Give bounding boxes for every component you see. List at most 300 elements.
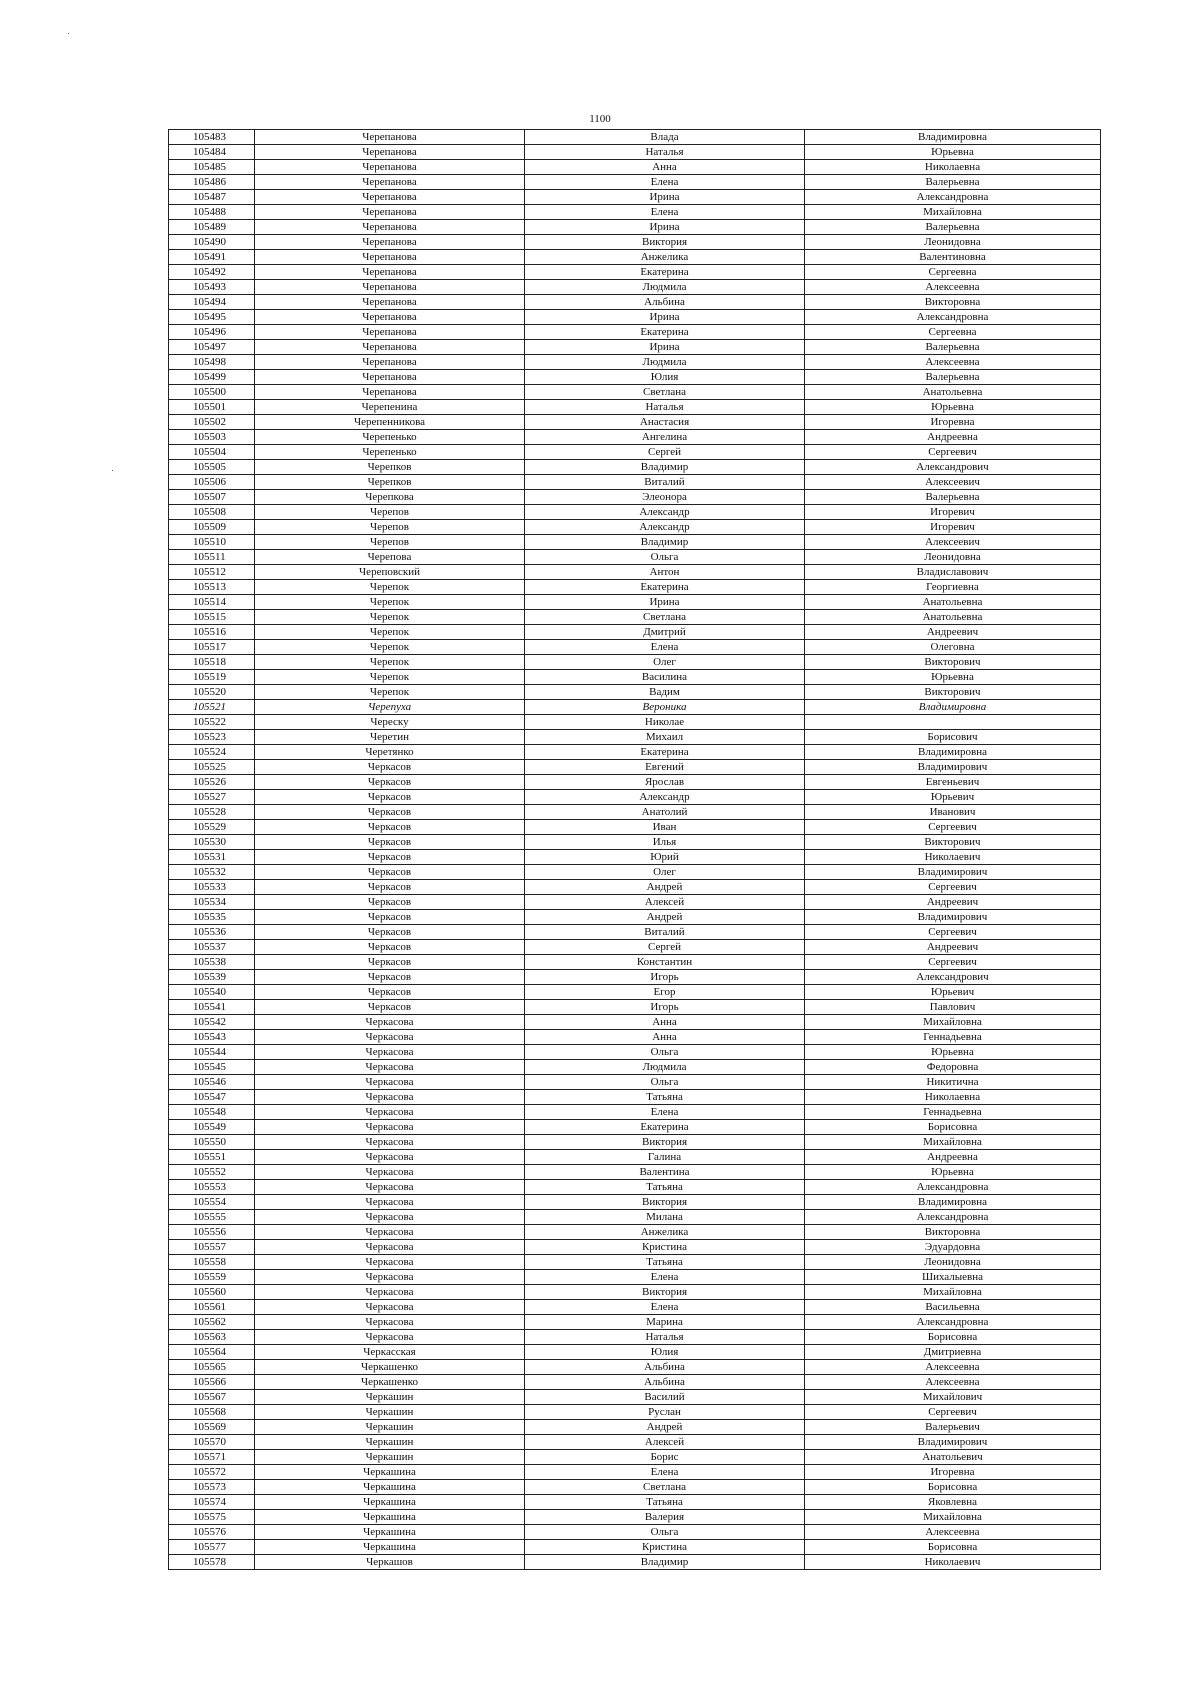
table-row — [169, 1135, 1101, 1150]
first-name-cell: Кристина — [525, 1540, 805, 1555]
first-name-cell: Людмила — [525, 280, 805, 295]
table-row — [169, 145, 1101, 160]
surname-cell: Черепанова — [255, 130, 525, 145]
patronymic-cell: Валерьевна — [805, 490, 1101, 505]
patronymic-cell: Игоревна — [805, 415, 1101, 430]
record-id-cell: 105497 — [169, 340, 255, 355]
first-name-cell: Игорь — [525, 970, 805, 985]
patronymic-cell: Анатольевна — [805, 595, 1101, 610]
table-row — [169, 700, 1101, 715]
record-id-cell: 105508 — [169, 505, 255, 520]
first-name-cell: Екатерина — [525, 265, 805, 280]
first-name-cell: Вероника — [525, 700, 805, 715]
record-id-cell: 105513 — [169, 580, 255, 595]
surname-cell: Черепанова — [255, 325, 525, 340]
patronymic-cell: Георгиевна — [805, 580, 1101, 595]
surname-cell: Черкасов — [255, 925, 525, 940]
first-name-cell: Анжелика — [525, 250, 805, 265]
patronymic-cell: Борисовна — [805, 1120, 1101, 1135]
table-row — [169, 535, 1101, 550]
first-name-cell: Сергей — [525, 940, 805, 955]
table-row — [169, 490, 1101, 505]
first-name-cell: Вадим — [525, 685, 805, 700]
table-row — [169, 1495, 1101, 1510]
surname-cell: Черепов — [255, 505, 525, 520]
surname-cell: Черепок — [255, 670, 525, 685]
table-row — [169, 280, 1101, 295]
table-row — [169, 1555, 1101, 1570]
table-row — [169, 1480, 1101, 1495]
record-id-cell: 105543 — [169, 1030, 255, 1045]
patronymic-cell: Юрьевна — [805, 1165, 1101, 1180]
patronymic-cell: Викторовна — [805, 1225, 1101, 1240]
surname-cell: Черкасов — [255, 940, 525, 955]
table-row — [169, 1195, 1101, 1210]
table-row — [169, 550, 1101, 565]
first-name-cell: Елена — [525, 205, 805, 220]
record-id-cell: 105536 — [169, 925, 255, 940]
surname-cell: Черкашин — [255, 1390, 525, 1405]
patronymic-cell: Леонидовна — [805, 550, 1101, 565]
patronymic-cell: Михайловна — [805, 1135, 1101, 1150]
first-name-cell: Владимир — [525, 1555, 805, 1570]
patronymic-cell: Сергеевич — [805, 880, 1101, 895]
patronymic-cell: Игоревич — [805, 520, 1101, 535]
table-row — [169, 1255, 1101, 1270]
record-id-cell: 105532 — [169, 865, 255, 880]
first-name-cell: Елена — [525, 1465, 805, 1480]
patronymic-cell: Юрьевна — [805, 1045, 1101, 1060]
table-row — [169, 1000, 1101, 1015]
patronymic-cell: Михайловна — [805, 1510, 1101, 1525]
first-name-cell: Андрей — [525, 880, 805, 895]
surname-cell: Черкашенко — [255, 1375, 525, 1390]
record-id-cell: 105544 — [169, 1045, 255, 1060]
patronymic-cell: Андреевич — [805, 625, 1101, 640]
table-row — [169, 340, 1101, 355]
first-name-cell: Юрий — [525, 850, 805, 865]
scan-speck — [112, 470, 113, 471]
first-name-cell: Ирина — [525, 340, 805, 355]
surname-cell: Черкашин — [255, 1435, 525, 1450]
first-name-cell: Владимир — [525, 535, 805, 550]
patronymic-cell: Валерьевна — [805, 220, 1101, 235]
first-name-cell: Анна — [525, 160, 805, 175]
patronymic-cell: Александровна — [805, 1315, 1101, 1330]
table-row — [169, 820, 1101, 835]
table-row — [169, 1360, 1101, 1375]
patronymic-cell: Александрович — [805, 460, 1101, 475]
record-id-cell: 105528 — [169, 805, 255, 820]
table-row — [169, 1540, 1101, 1555]
patronymic-cell: Игоревна — [805, 1465, 1101, 1480]
surname-cell: Черепенина — [255, 400, 525, 415]
record-id-cell: 105492 — [169, 265, 255, 280]
first-name-cell: Руслан — [525, 1405, 805, 1420]
record-id-cell: 105568 — [169, 1405, 255, 1420]
surname-cell: Черепанова — [255, 235, 525, 250]
table-row — [169, 1150, 1101, 1165]
record-id-cell: 105511 — [169, 550, 255, 565]
patronymic-cell: Николаевна — [805, 160, 1101, 175]
table-row — [169, 310, 1101, 325]
surname-cell: Черкашина — [255, 1495, 525, 1510]
surname-cell: Черкасов — [255, 805, 525, 820]
surname-cell: Черкасова — [255, 1210, 525, 1225]
surname-cell: Черкашина — [255, 1465, 525, 1480]
first-name-cell: Галина — [525, 1150, 805, 1165]
record-id-cell: 105565 — [169, 1360, 255, 1375]
table-row — [169, 1300, 1101, 1315]
first-name-cell: Людмила — [525, 1060, 805, 1075]
first-name-cell: Андрей — [525, 910, 805, 925]
registry-table — [168, 129, 1101, 1570]
record-id-cell: 105572 — [169, 1465, 255, 1480]
table-row — [169, 640, 1101, 655]
patronymic-cell: Викторович — [805, 835, 1101, 850]
record-id-cell: 105551 — [169, 1150, 255, 1165]
record-id-cell: 105538 — [169, 955, 255, 970]
patronymic-cell: Юрьевна — [805, 145, 1101, 160]
surname-cell: Черкасова — [255, 1255, 525, 1270]
patronymic-cell: Валентиновна — [805, 250, 1101, 265]
record-id-cell: 105491 — [169, 250, 255, 265]
surname-cell: Черкасова — [255, 1225, 525, 1240]
patronymic-cell: Николаевна — [805, 1090, 1101, 1105]
patronymic-cell: Владимировна — [805, 745, 1101, 760]
first-name-cell: Антон — [525, 565, 805, 580]
record-id-cell: 105550 — [169, 1135, 255, 1150]
first-name-cell: Екатерина — [525, 580, 805, 595]
surname-cell: Черкашина — [255, 1510, 525, 1525]
patronymic-cell: Анатольевна — [805, 385, 1101, 400]
table-row — [169, 295, 1101, 310]
table-row — [169, 955, 1101, 970]
record-id-cell: 105549 — [169, 1120, 255, 1135]
surname-cell: Черепанова — [255, 160, 525, 175]
first-name-cell: Ольга — [525, 550, 805, 565]
surname-cell: Черепуха — [255, 700, 525, 715]
surname-cell: Черепок — [255, 595, 525, 610]
record-id-cell: 105553 — [169, 1180, 255, 1195]
surname-cell: Черетянко — [255, 745, 525, 760]
surname-cell: Черкасова — [255, 1270, 525, 1285]
table-row — [169, 910, 1101, 925]
patronymic-cell: Сергеевич — [805, 1405, 1101, 1420]
record-id-cell: 105531 — [169, 850, 255, 865]
surname-cell: Черепанова — [255, 355, 525, 370]
record-id-cell: 105487 — [169, 190, 255, 205]
surname-cell: Черкасов — [255, 760, 525, 775]
table-row — [169, 445, 1101, 460]
patronymic-cell: Алексеевна — [805, 1375, 1101, 1390]
record-id-cell: 105530 — [169, 835, 255, 850]
record-id-cell: 105564 — [169, 1345, 255, 1360]
first-name-cell: Алексей — [525, 1435, 805, 1450]
first-name-cell: Светлана — [525, 1480, 805, 1495]
table-row — [169, 790, 1101, 805]
record-id-cell: 105570 — [169, 1435, 255, 1450]
table-row — [169, 835, 1101, 850]
first-name-cell: Милана — [525, 1210, 805, 1225]
first-name-cell: Виктория — [525, 1195, 805, 1210]
patronymic-cell: Шихалыевна — [805, 1270, 1101, 1285]
record-id-cell: 105563 — [169, 1330, 255, 1345]
patronymic-cell: Алексеевич — [805, 535, 1101, 550]
surname-cell: Черкашов — [255, 1555, 525, 1570]
first-name-cell: Елена — [525, 1300, 805, 1315]
surname-cell: Черепенникова — [255, 415, 525, 430]
first-name-cell: Светлана — [525, 385, 805, 400]
record-id-cell: 105552 — [169, 1165, 255, 1180]
patronymic-cell: Леонидовна — [805, 235, 1101, 250]
record-id-cell: 105500 — [169, 385, 255, 400]
table-row — [169, 400, 1101, 415]
record-id-cell: 105545 — [169, 1060, 255, 1075]
first-name-cell: Виталий — [525, 925, 805, 940]
patronymic-cell: Владимирович — [805, 760, 1101, 775]
first-name-cell: Влада — [525, 130, 805, 145]
first-name-cell: Ирина — [525, 190, 805, 205]
patronymic-cell: Валерьевна — [805, 340, 1101, 355]
patronymic-cell: Сергеевич — [805, 445, 1101, 460]
surname-cell: Черкасов — [255, 820, 525, 835]
first-name-cell: Наталья — [525, 400, 805, 415]
record-id-cell: 105558 — [169, 1255, 255, 1270]
table-row — [169, 460, 1101, 475]
surname-cell: Черепанова — [255, 250, 525, 265]
surname-cell: Черепков — [255, 460, 525, 475]
patronymic-cell: Анатольевна — [805, 610, 1101, 625]
record-id-cell: 105529 — [169, 820, 255, 835]
record-id-cell: 105537 — [169, 940, 255, 955]
table-row — [169, 1390, 1101, 1405]
first-name-cell: Андрей — [525, 1420, 805, 1435]
surname-cell: Черепок — [255, 580, 525, 595]
patronymic-cell: Александровна — [805, 190, 1101, 205]
patronymic-cell: Юрьевна — [805, 670, 1101, 685]
record-id-cell: 105521 — [169, 700, 255, 715]
first-name-cell: Татьяна — [525, 1090, 805, 1105]
patronymic-cell: Игоревич — [805, 505, 1101, 520]
first-name-cell: Альбина — [525, 1375, 805, 1390]
record-id-cell: 105496 — [169, 325, 255, 340]
table-row — [169, 325, 1101, 340]
patronymic-cell: Юрьевич — [805, 985, 1101, 1000]
surname-cell: Черетин — [255, 730, 525, 745]
record-id-cell: 105556 — [169, 1225, 255, 1240]
record-id-cell: 105505 — [169, 460, 255, 475]
table-row — [169, 1270, 1101, 1285]
record-id-cell: 105562 — [169, 1315, 255, 1330]
first-name-cell: Ангелина — [525, 430, 805, 445]
first-name-cell: Ярослав — [525, 775, 805, 790]
surname-cell: Черепок — [255, 640, 525, 655]
table-row — [169, 1420, 1101, 1435]
surname-cell: Черкасова — [255, 1180, 525, 1195]
first-name-cell: Татьяна — [525, 1180, 805, 1195]
first-name-cell: Василина — [525, 670, 805, 685]
first-name-cell: Екатерина — [525, 1120, 805, 1135]
surname-cell: Черепенько — [255, 445, 525, 460]
patronymic-cell: Андреевна — [805, 430, 1101, 445]
table-row — [169, 1180, 1101, 1195]
registry-body — [169, 130, 1101, 1570]
patronymic-cell: Александрович — [805, 970, 1101, 985]
patronymic-cell: Викторович — [805, 655, 1101, 670]
surname-cell: Черкасова — [255, 1195, 525, 1210]
record-id-cell: 105509 — [169, 520, 255, 535]
record-id-cell: 105526 — [169, 775, 255, 790]
table-row — [169, 745, 1101, 760]
table-row — [169, 565, 1101, 580]
record-id-cell: 105522 — [169, 715, 255, 730]
record-id-cell: 105514 — [169, 595, 255, 610]
surname-cell: Черепанова — [255, 175, 525, 190]
patronymic-cell: Николаевич — [805, 850, 1101, 865]
table-row — [169, 805, 1101, 820]
patronymic-cell: Алексеевич — [805, 475, 1101, 490]
first-name-cell: Татьяна — [525, 1495, 805, 1510]
patronymic-cell: Михайлович — [805, 1390, 1101, 1405]
surname-cell: Черкасов — [255, 775, 525, 790]
surname-cell: Череповский — [255, 565, 525, 580]
record-id-cell: 105527 — [169, 790, 255, 805]
first-name-cell: Анна — [525, 1015, 805, 1030]
table-row — [169, 970, 1101, 985]
first-name-cell: Виталий — [525, 475, 805, 490]
table-row — [169, 250, 1101, 265]
first-name-cell: Иван — [525, 820, 805, 835]
table-row — [169, 1165, 1101, 1180]
surname-cell: Черкасова — [255, 1060, 525, 1075]
first-name-cell: Альбина — [525, 295, 805, 310]
first-name-cell: Егор — [525, 985, 805, 1000]
first-name-cell: Татьяна — [525, 1255, 805, 1270]
patronymic-cell: Яковлевна — [805, 1495, 1101, 1510]
patronymic-cell: Николаевич — [805, 1555, 1101, 1570]
table-row — [169, 580, 1101, 595]
surname-cell: Черкасова — [255, 1315, 525, 1330]
table-row — [169, 370, 1101, 385]
patronymic-cell: Владимирович — [805, 865, 1101, 880]
table-row — [169, 355, 1101, 370]
surname-cell: Черкасов — [255, 1000, 525, 1015]
patronymic-cell: Федоровна — [805, 1060, 1101, 1075]
patronymic-cell: Владимировна — [805, 700, 1101, 715]
record-id-cell: 105515 — [169, 610, 255, 625]
record-id-cell: 105489 — [169, 220, 255, 235]
record-id-cell: 105507 — [169, 490, 255, 505]
first-name-cell: Виктория — [525, 235, 805, 250]
record-id-cell: 105524 — [169, 745, 255, 760]
record-id-cell: 105517 — [169, 640, 255, 655]
record-id-cell: 105548 — [169, 1105, 255, 1120]
table-row — [169, 475, 1101, 490]
record-id-cell: 105571 — [169, 1450, 255, 1465]
surname-cell: Черепанова — [255, 310, 525, 325]
record-id-cell: 105510 — [169, 535, 255, 550]
table-row — [169, 430, 1101, 445]
first-name-cell: Альбина — [525, 1360, 805, 1375]
patronymic-cell: Александровна — [805, 1210, 1101, 1225]
table-row — [169, 505, 1101, 520]
table-row — [169, 1285, 1101, 1300]
surname-cell: Черкасов — [255, 955, 525, 970]
patronymic-cell: Никитична — [805, 1075, 1101, 1090]
first-name-cell: Александр — [525, 520, 805, 535]
first-name-cell: Кристина — [525, 1240, 805, 1255]
table-row — [169, 1330, 1101, 1345]
record-id-cell: 105486 — [169, 175, 255, 190]
patronymic-cell: Андреевна — [805, 1150, 1101, 1165]
first-name-cell: Виктория — [525, 1285, 805, 1300]
first-name-cell: Екатерина — [525, 745, 805, 760]
surname-cell: Черкасова — [255, 1330, 525, 1345]
patronymic-cell: Геннадьевна — [805, 1105, 1101, 1120]
first-name-cell: Екатерина — [525, 325, 805, 340]
patronymic-cell: Викторович — [805, 685, 1101, 700]
patronymic-cell: Валерьевна — [805, 175, 1101, 190]
patronymic-cell: Алексеевна — [805, 355, 1101, 370]
table-row — [169, 730, 1101, 745]
patronymic-cell: Юрьевич — [805, 790, 1101, 805]
patronymic-cell: Валерьевна — [805, 370, 1101, 385]
record-id-cell: 105493 — [169, 280, 255, 295]
patronymic-cell: Александровна — [805, 1180, 1101, 1195]
surname-cell: Черепанова — [255, 265, 525, 280]
first-name-cell: Игорь — [525, 1000, 805, 1015]
record-id-cell: 105560 — [169, 1285, 255, 1300]
record-id-cell: 105519 — [169, 670, 255, 685]
record-id-cell: 105557 — [169, 1240, 255, 1255]
table-row — [169, 685, 1101, 700]
first-name-cell: Валерия — [525, 1510, 805, 1525]
first-name-cell: Светлана — [525, 610, 805, 625]
table-row — [169, 880, 1101, 895]
patronymic-cell: Олеговна — [805, 640, 1101, 655]
surname-cell: Черкасова — [255, 1105, 525, 1120]
first-name-cell: Дмитрий — [525, 625, 805, 640]
first-name-cell: Алексей — [525, 895, 805, 910]
surname-cell: Черкасов — [255, 790, 525, 805]
first-name-cell: Елена — [525, 1105, 805, 1120]
patronymic-cell: Борисовна — [805, 1480, 1101, 1495]
record-id-cell: 105484 — [169, 145, 255, 160]
first-name-cell: Ольга — [525, 1525, 805, 1540]
record-id-cell: 105499 — [169, 370, 255, 385]
first-name-cell: Елена — [525, 175, 805, 190]
table-row — [169, 850, 1101, 865]
surname-cell: Черкашина — [255, 1525, 525, 1540]
table-row — [169, 385, 1101, 400]
record-id-cell: 105541 — [169, 1000, 255, 1015]
patronymic-cell: Александровна — [805, 310, 1101, 325]
surname-cell: Черепкова — [255, 490, 525, 505]
record-id-cell: 105502 — [169, 415, 255, 430]
table-row — [169, 235, 1101, 250]
table-row — [169, 130, 1101, 145]
table-row — [169, 595, 1101, 610]
first-name-cell: Анжелика — [525, 1225, 805, 1240]
first-name-cell: Ирина — [525, 310, 805, 325]
table-row — [169, 1045, 1101, 1060]
record-id-cell: 105512 — [169, 565, 255, 580]
first-name-cell: Ольга — [525, 1075, 805, 1090]
first-name-cell: Александр — [525, 505, 805, 520]
table-row — [169, 610, 1101, 625]
record-id-cell: 105495 — [169, 310, 255, 325]
